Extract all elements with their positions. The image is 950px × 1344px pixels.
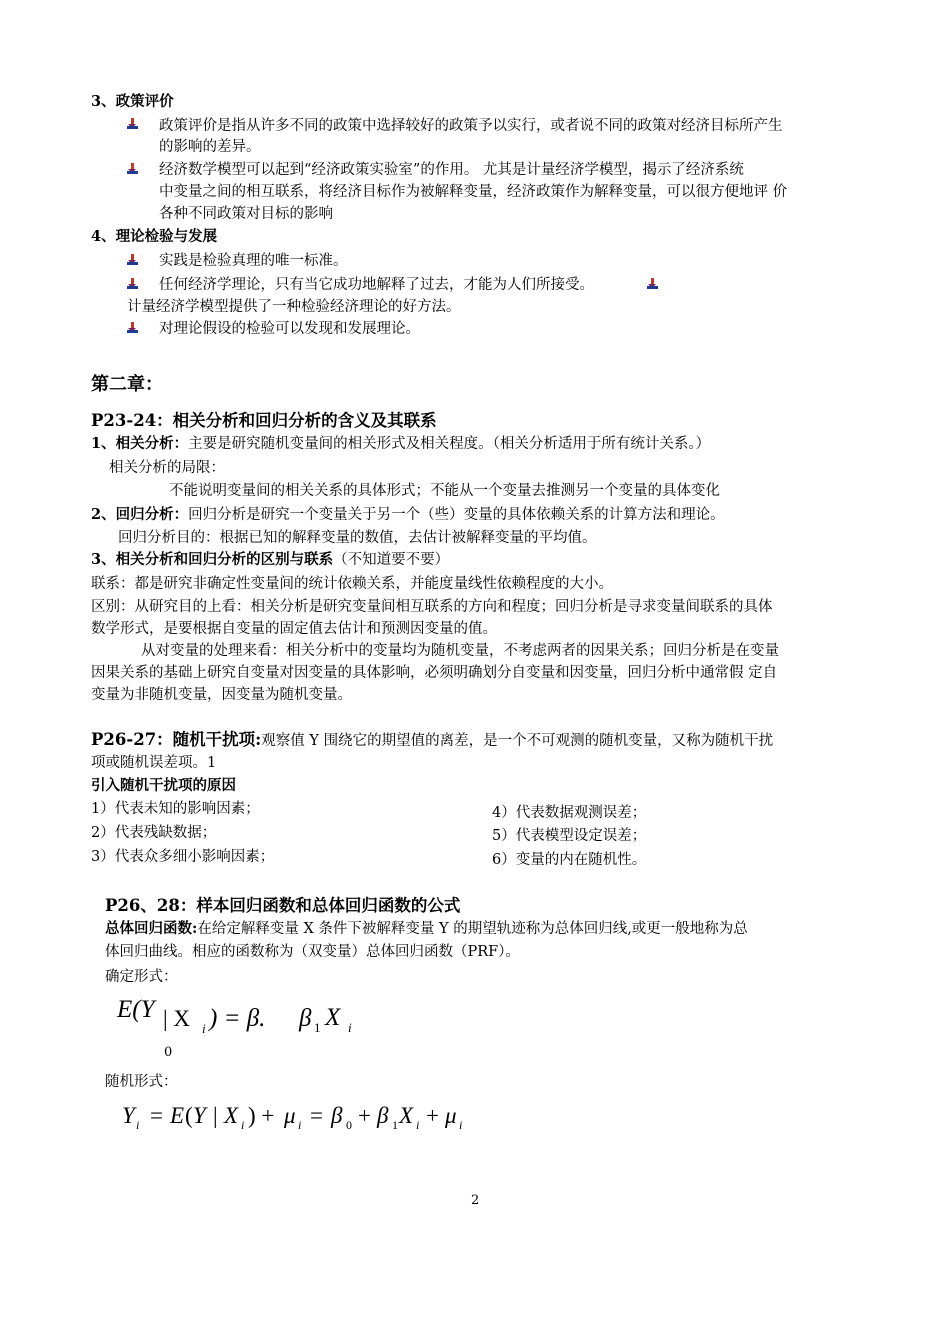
sec4-b1: 实践是检验真理的唯一标准。 xyxy=(159,253,348,269)
p2627-line1: P26-27：随机干扰项:观察值 Y 围绕它的期望值的离差，是一个不可观测的随机变量，又称为随机干扰 xyxy=(91,730,774,749)
svg-text:μ: μ xyxy=(284,1103,296,1128)
section-4-heading: 4、理论检验与发展 xyxy=(91,228,218,245)
svg-text:i: i xyxy=(459,1118,463,1132)
prf-line2: 体回归曲线。相应的函数称为（双变量）总体回归函数（PRF）。 xyxy=(105,944,520,960)
det-formula-sub-i: i xyxy=(202,1021,206,1036)
reason-item: 2）代表残缺数据； xyxy=(91,825,217,841)
p2627-line2: 项或随机误差项。1 xyxy=(91,755,217,771)
p2324-line8: 区别：从研究目的上看：相关分析是研究变量间相互联系的方向和程度；回归分析是寻求变量间联系的具体 xyxy=(91,599,773,615)
p2324-line12: 变量为非随机变量，因变量为随机变量。 xyxy=(91,687,352,703)
p2628-title: P26、28：样本回归函数和总体回归函数的公式 xyxy=(105,896,461,915)
svg-text:i: i xyxy=(416,1118,420,1132)
svg-text:β: β xyxy=(377,1103,389,1128)
det-label: 确定形式： xyxy=(105,969,178,985)
svg-text:μ: μ xyxy=(445,1103,457,1128)
p2324-line10: 从对变量的处理来看：相关分析中的变量均为随机变量，不考虑两者的因果关系；回归分析是在变量 xyxy=(141,643,779,659)
svg-text:i: i xyxy=(136,1118,140,1132)
bullet-icon xyxy=(126,118,140,132)
svg-text:X: X xyxy=(224,1103,239,1128)
p2324-line7: 联系：都是研究非确定性变量间的统计依赖关系，并能度量线性依赖程度的大小。 xyxy=(91,576,613,592)
det-formula-bar: | X xyxy=(163,1006,190,1031)
section-3-heading: 3、政策评价 xyxy=(91,93,174,110)
p2324-line9: 数学形式，是要根据自变量的固定值去估计和预测因变量的值。 xyxy=(91,621,497,637)
det-formula-eq: ) = β. xyxy=(209,1005,266,1032)
det-formula-sub1: 1 xyxy=(314,1020,321,1035)
chapter-title: 第二章： xyxy=(91,374,163,395)
p2324-line5: 回归分析目的：根据已知的解释变量的数值，去估计被解释变量的平均值。 xyxy=(118,530,597,546)
svg-text:Y: Y xyxy=(193,1103,206,1128)
p2324-line6: 3、相关分析和回归分析的区别与联系（不知道要不要） xyxy=(91,551,450,568)
det-formula-zero: 0 xyxy=(164,1045,173,1060)
svg-text:E: E xyxy=(170,1103,185,1128)
bullet-icon xyxy=(126,278,140,292)
sec4-line3: 计量经济学模型提供了一种检验经济理论的好方法。 xyxy=(127,299,461,315)
page-number: 2 xyxy=(471,1193,480,1208)
det-formula-beta1: β xyxy=(299,1005,312,1032)
reason-item: 5）代表模型设定误差； xyxy=(492,828,647,844)
prf-line1: 总体回归函数:在给定解释变量 X 条件下被解释变量 Y 的期望轨迹称为总体回归线,或更一般地称为总 xyxy=(105,920,748,937)
reason-item: 3）代表众多细小影响因素； xyxy=(91,849,275,865)
p2324-line11: 因果关系的基础上研究自变量对因变量的具体影响，必须明确划分自变量和因变量，回归分析中通常假 定自 xyxy=(91,665,778,681)
sec3-b1-line2: 的影响的差异。 xyxy=(159,139,261,155)
svg-text:(: ( xyxy=(185,1103,193,1128)
sec3-b2-line1: 经济数学模型可以起到“经济政策实验室”的作用。 尤其是计量经济学模型，揭示了经济系统 xyxy=(159,162,744,178)
bullet-icon xyxy=(646,278,660,292)
p2324-title: P23-24：相关分析和回归分析的含义及其联系 xyxy=(91,411,437,430)
sec3-b1-line1: 政策评价是指从许多不同的政策中选择较好的政策予以实行，或者说不同的政策对经济目标所产生 xyxy=(159,118,783,134)
det-formula-lhs: E(Y xyxy=(117,996,155,1023)
svg-text:X: X xyxy=(399,1103,414,1128)
svg-text:=: = xyxy=(150,1103,163,1128)
svg-text:=: = xyxy=(310,1103,323,1128)
bullet-icon xyxy=(126,254,140,268)
bullet-icon xyxy=(126,322,140,336)
rand-label: 随机形式： xyxy=(105,1074,178,1090)
det-formula-x: X xyxy=(325,1004,341,1031)
reason-item: 1）代表未知的影响因素； xyxy=(91,801,260,817)
svg-text:β: β xyxy=(331,1103,343,1128)
svg-text:1: 1 xyxy=(392,1118,398,1132)
p2324-line2: 相关分析的局限： xyxy=(109,460,225,476)
sec3-b2-line3: 各种不同政策对目标的影响 xyxy=(159,206,333,222)
sec4-b2: 任何经济学理论，只有当它成功地解释了过去，才能为人们所接受。 xyxy=(159,277,594,293)
svg-text:i: i xyxy=(298,1118,302,1132)
svg-text:+: + xyxy=(426,1103,439,1128)
sec3-b2-line2: 中变量之间的相互联系，将经济目标作为被解释变量，经济政策作为解释变量，可以很方便地评 价 xyxy=(159,184,788,200)
p2324-line3: 不能说明变量间的相关关系的具体形式；不能从一个变量去推测另一个变量的具体变化 xyxy=(169,483,720,499)
svg-text:+: + xyxy=(358,1103,371,1128)
p2324-line4: 2、回归分析：回归分析是研究一个变量关于另一个（些）变量的具体依赖关系的计算方法和理论。 xyxy=(91,506,725,523)
reason-item: 4）代表数据观测误差； xyxy=(492,805,647,821)
svg-text:i: i xyxy=(241,1118,245,1132)
svg-text:0: 0 xyxy=(346,1118,352,1132)
svg-text:) +: ) + xyxy=(248,1103,275,1128)
rand-formula xyxy=(118,1096,498,1136)
p2324-line1: 1、相关分析：主要是研究随机变量间的相关形式及相关程度。（相关分析适用于所有统计关系。） xyxy=(91,435,711,452)
svg-text:|: | xyxy=(213,1103,218,1128)
sec4-b4: 对理论假设的检验可以发现和发展理论。 xyxy=(159,321,420,337)
det-formula-sub-i2: i xyxy=(348,1020,352,1035)
bullet-icon xyxy=(126,163,140,177)
svg-text:Y: Y xyxy=(122,1103,135,1128)
reasons-title: 引入随机干扰项的原因 xyxy=(91,777,236,794)
reason-item: 6）变量的内在随机性。 xyxy=(492,852,647,868)
